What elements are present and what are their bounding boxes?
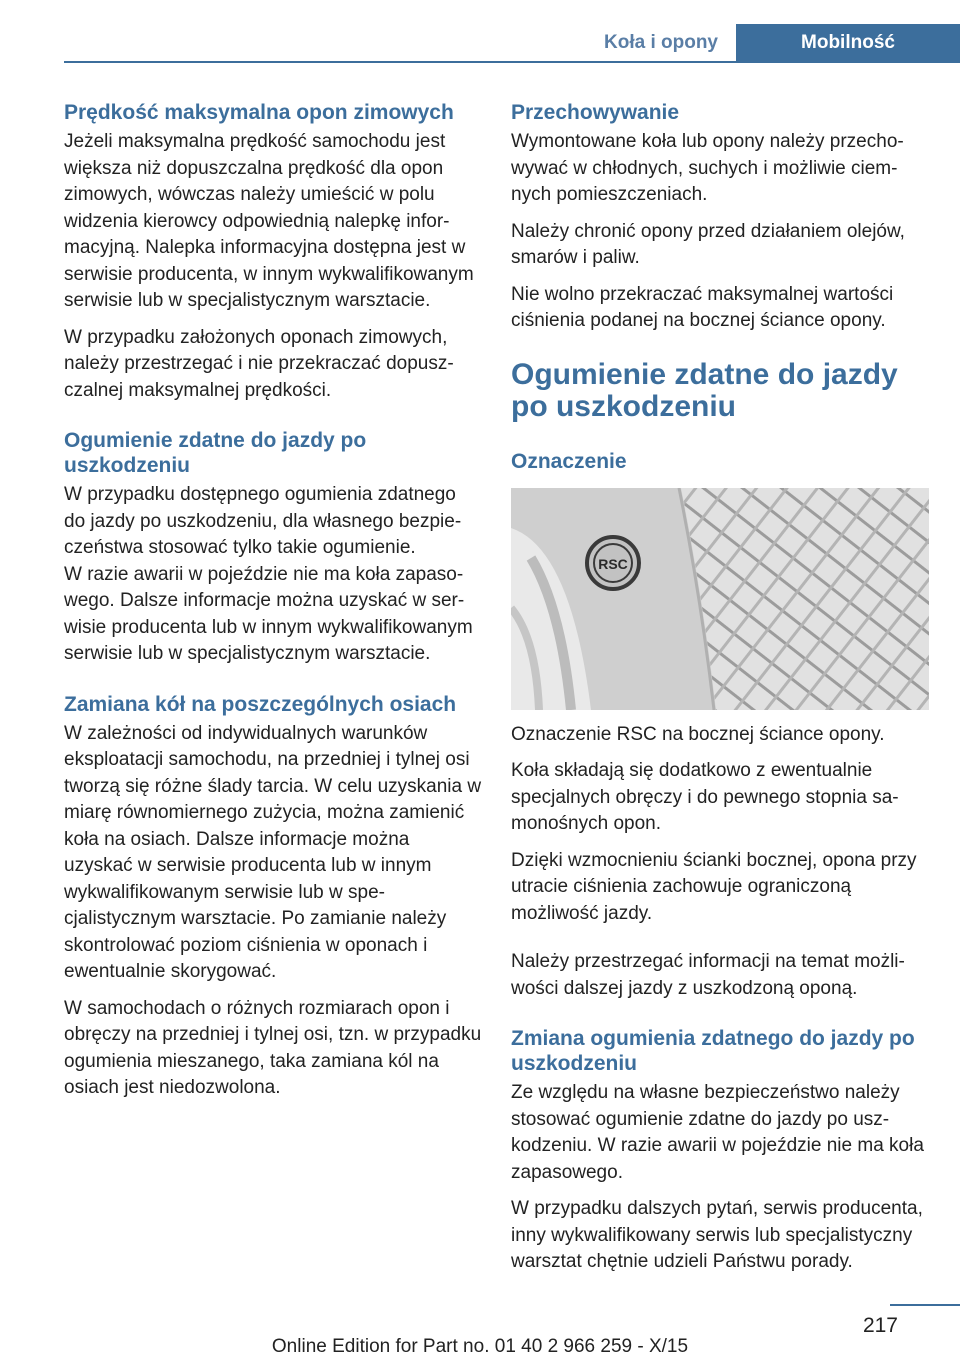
run-flat-main-heading: Ogumienie zdatne do jazdy po uszkodzeniu — [511, 357, 898, 423]
wheel-rotation-paragraph-1: W zależności od indywidualnych warunków eksploatacji samochodu, na przedniej i tylnej osi tworzą się różne ślady tarcia. W celu uzyskania w miarę równomiernego zużycia, można zamienić koła na osiach. Dalsze informacje można uzyskać w serwisie producenta lub w innym wykwalifikowanym serwisie lub w specjalistycznym warsztacie. Po zamianie należy skontrolować poziom ciśnienia w oponach i ewentualnie skorygować. — [64, 722, 482, 982]
change-tires-heading: Zmiana ogumienia zdatnego do jazdy po uszkodzeniu — [511, 1027, 915, 1075]
change-tires-paragraph-1: Ze względu na własne bezpieczeństwo należy stosować ogumienie zdatne do jazdy po uszkodzeniu. W razie awarii w pojeździe nie ma koła zapasowego. — [511, 1082, 924, 1183]
marking-paragraph-1: Oznaczenie RSC na bocznej ściance opony. — [511, 723, 885, 745]
marking-heading: Oznaczenie — [511, 449, 627, 473]
run-flat-heading: Ogumienie zdatne do jazdy po uszkodzeniu — [64, 429, 367, 477]
rsc-tire-illustration — [511, 488, 929, 710]
footer-rule — [890, 1304, 960, 1306]
change-tires-paragraph-2: W przypadku dalszych pytań, serwis producenta, inny wykwalifikowany serwis lub specjalistyczny warsztat chętnie udzieli Państwu porady. — [511, 1198, 923, 1272]
storage-paragraph-1: Wymontowane koła lub opony należy przechowywać w chłodnych, suchych i możliwie ciemnych pomieszczeniach. — [511, 131, 904, 205]
marking-paragraph-3: Dzięki wzmocnieniu ścianki bocznej, opona przy utracie ciśnienia zachowuje ograniczoną możliwość jazdy. — [511, 849, 917, 924]
winter-tire-speed-paragraph-1: Jeżeli maksymalna prędkość samochodu jest większa niż dopuszczalna prędkość dla opon zimowych, wówczas należy umieścić w polu widzenia kierowcy odpowiednią nalepkę informacyjną. Nalepka informacyjna dostępna jest w serwisie producenta, w innym wykwalifikowanym serwisie lub w specjalistycznym warsztacie. — [64, 131, 474, 311]
wheel-rotation-paragraph-2: W samochodach o różnych rozmiarach opon i obręczy na przedniej i tylnej osi, tzn. w przypadku ogumienia mieszanego, taka zamiana kól na osiach jest niedozwolona. — [64, 997, 482, 1098]
header-tabs — [586, 24, 960, 61]
right-column — [511, 100, 929, 1286]
marking-paragraph-2: Koła składają się dodatkowo z ewentualnie specjalnych obręczy i do pewnego stopnia samonośnych opon. — [511, 760, 899, 834]
header-rule — [64, 61, 960, 63]
page-number: 217 — [862, 1314, 898, 1337]
wheel-rotation-heading: Zamiana kół na poszczególnych osiach — [64, 692, 457, 716]
section-tab: Koła i opony — [586, 24, 736, 61]
storage-heading: Przechowywanie — [511, 101, 680, 124]
winter-tire-speed-heading: Prędkość maksymalna opon zimowych — [64, 101, 454, 124]
rsc-logo-text: RSC — [598, 555, 628, 572]
edition-footer: Online Edition for Part no. 01 40 2 966 259 - X/15 — [271, 1336, 689, 1357]
run-flat-paragraph-2: W razie awarii w pojeździe nie ma koła zapasowego. Dalsze informacje można uzyskać w serwisie producenta lub w innym wykwalifikowanym serwisie lub w specjalistycznym warsztacie. — [64, 563, 473, 664]
storage-paragraph-2: Należy chronić opony przed działaniem olejów, smarów i paliw. — [511, 220, 905, 268]
marking-paragraph-4: Należy przestrzegać informacji na temat możliwości dalszej jazdy z uszkodzoną oponą. — [511, 951, 905, 999]
winter-tire-speed-paragraph-2: W przypadku założonych oponach zimowych, należy przestrzegać i nie przekraczać dopuszczalnej maksymalnej prędkości. — [64, 326, 454, 401]
run-flat-paragraph-1: W przypadku dostępnego ogumienia zdatnego do jazdy po uszkodzeniu, dla własnego bezpieczeństwa stosować tylko takie ogumienie. — [64, 484, 462, 558]
storage-paragraph-3: Nie wolno przekraczać maksymalnej wartości ciśnienia podanej na bocznej ściance opony. — [511, 283, 894, 331]
chapter-tab: Mobilność — [736, 24, 960, 61]
left-column — [64, 100, 482, 1112]
